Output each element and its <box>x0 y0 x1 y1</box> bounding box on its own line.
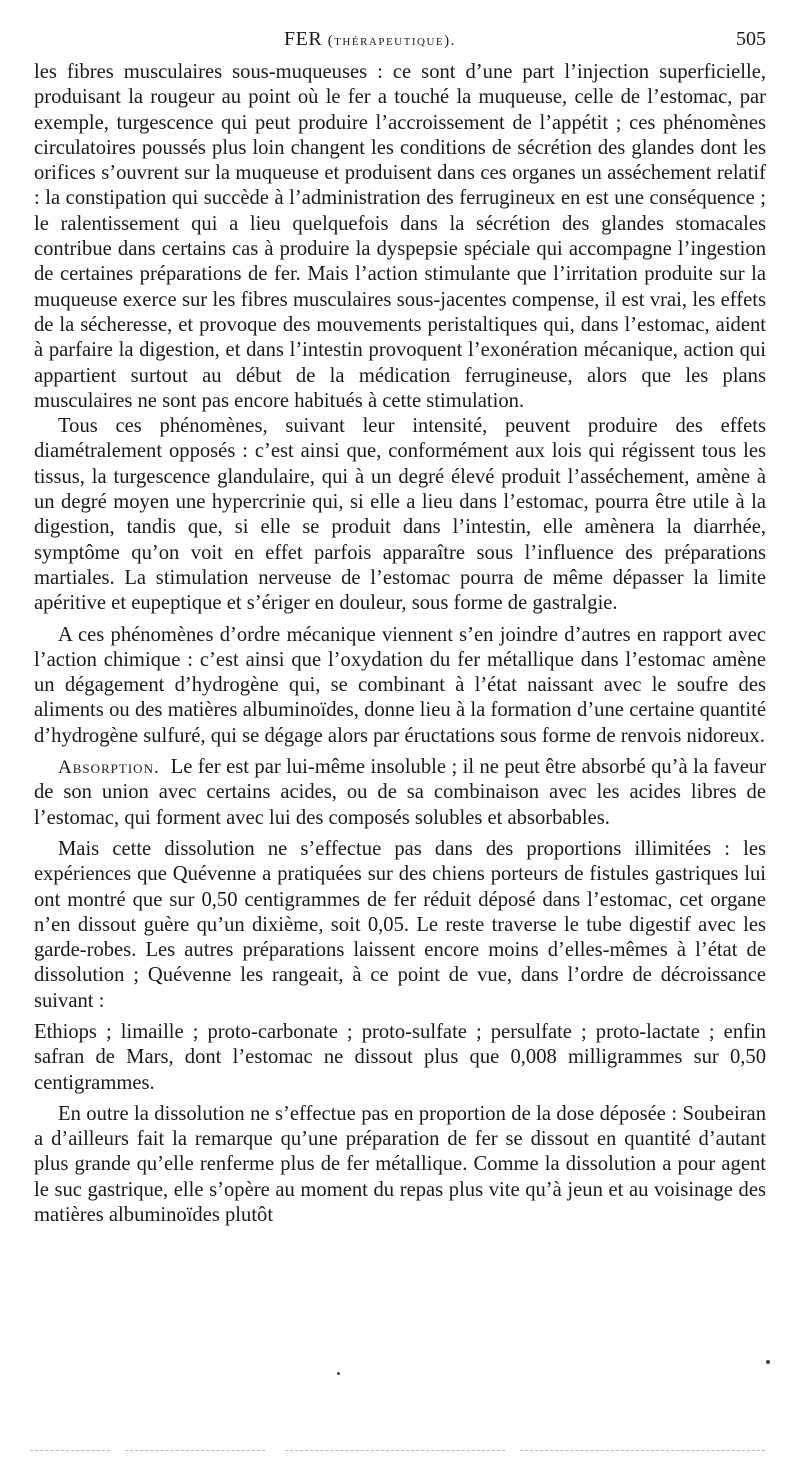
footer-rule-middle <box>125 1450 265 1452</box>
footer-rule-left <box>30 1450 110 1452</box>
book-page <box>34 20 766 1228</box>
paragraph-dissolution: Mais cette dissolution ne s’effectue pas dans des proportions illimitées : les expériences que Quévenne a pratiquées sur des chiens porteurs de fistules gastriques lui ont montré que sur 0,50 centigrammes de fer réduit déposé dans l’estomac, cet organe n’en dissout guère qu’un dixième, soit 0,05. Le reste traverse le tube digestif avec les garde-robes. Les autres préparations laissent encore moins d’elles-mêmes à l’état de dissolution ; Quévenne les rangeait, à ce point de vue, dans l’ordre de décroissance suivant : <box>34 837 766 1012</box>
paragraph-absorption <box>34 755 766 831</box>
footer-rule-right <box>520 1450 765 1452</box>
running-title <box>284 28 456 51</box>
paragraph-dose: En outre la dissolution ne s’effectue pas en proportion de la dose déposée : Soubeiran a d’ailleurs fait la remarque qu’une préparation de fer se dissout en quantité d’autant plus grande qu’elle renferme plus de fer métallique. Comme la dissolution a pour agent le suc gastrique, elle s’opère au moment du repas plus vite qu’à jeun et au voisinage des matières albuminoïdes plutôt <box>34 1102 766 1227</box>
ink-speck <box>337 1372 340 1375</box>
paragraph-phenomenes: Tous ces phénomènes, suivant leur intensité, peuvent produire des effets diamétralement opposés : c’est ainsi que, conformément aux lois qui régissent tous les tissus, la turgescence glandulaire, qui à un degré élevé produit l’asséchement, amène à un degré moyen une hypercrinie qui, si elle a lieu dans l’estomac, pourra être utile à la digestion, tandis que, si elle se produit dans l’intestin, elle amènera la diarrhée, symptôme qu’on voit en effet parfois apparaître sous l’influence des préparations martiales. La stimulation nerveuse de l’estomac pourra de même dépasser la limite apéritive et eupeptique et s’ériger en douleur, sous forme de gastralgie. <box>34 415 766 615</box>
footer-rule-center <box>285 1450 505 1452</box>
absorption-text: Le fer est par lui-même insoluble ; il ne peut être absorbé qu’à la faveur de son union avec certains acides, ou de sa combinaison avec les acides libres de l’estomac, qui forment avec lui des composés solubles et absorbables. <box>34 756 766 829</box>
absorption-heading: Absorption. <box>58 757 160 779</box>
running-header <box>34 20 766 60</box>
page-number: 505 <box>736 28 766 50</box>
paragraph-continuation: les fibres musculaires sous-muqueuses : ce sont d’une part l’injection superficielle, produisant la rougeur au point où le fer a touché la muqueuse, celle de l’estomac, par exemple, turgescence qui peut produire l’accroissement de l’appétit ; ces phénomènes circulatoires poussés plus loin changent les conditions de sécrétion des glandes dont les orifices s’ouvrent sur la muqueuse et produisent dans ces organes un asséchement relatif : la constipation qui succède à l’administration des ferrugineux en est une conséquence ; le ralentissement qui a lieu quelquefois dans la sécrétion des glandes stomacales contribue dans certains cas à produire la dyspepsie spéciale qui accompagne l’ingestion de certaines préparations de fer. Mais l’action stimulante que l’irritation produite sur la muqueuse exerce sur les fibres musculaires sous-jacentes compense, il est vrai, les effets de la sécheresse, et provoque des mouvements peristaltiques qui, dans l’estomac, aident à parfaire la digestion, et dans l’intestin provoquent l’exonération mécanique, action qui appartient surtout au début de la médication ferrugineuse, alors que les plans musculaires ne sont pas encore habitués à cette stimulation. <box>34 61 766 412</box>
running-title-main: FER <box>284 28 323 50</box>
ink-speck <box>766 1360 770 1364</box>
paragraph-ordre-chimique: A ces phénomènes d’ordre mécanique viennent s’en joindre d’autres en rapport avec l’action chimique : c’est ainsi que l’oxydation du fer métallique dans l’estomac amène un dégagement d’hydrogène qui, se combinant à l’état naissant avec le soufre des aliments ou des matières albuminoïdes, donne lieu à la formation d’une certaine quantité d’hydrogène sulfuré, qui se dégage alors par éructations sous forme de renvois nidoreux. <box>34 623 766 747</box>
paragraph-preparations-list: Ethiops ; limaille ; proto-carbonate ; proto-sulfate ; persulfate ; proto-lactate ; enfin safran de Mars, dont l’estomac ne dissout plus que 0,008 milligrammes sur 0,50 centigrammes. <box>34 1020 766 1094</box>
body-text <box>34 60 766 1228</box>
running-title-sub: (thérapeutique). <box>327 33 456 49</box>
